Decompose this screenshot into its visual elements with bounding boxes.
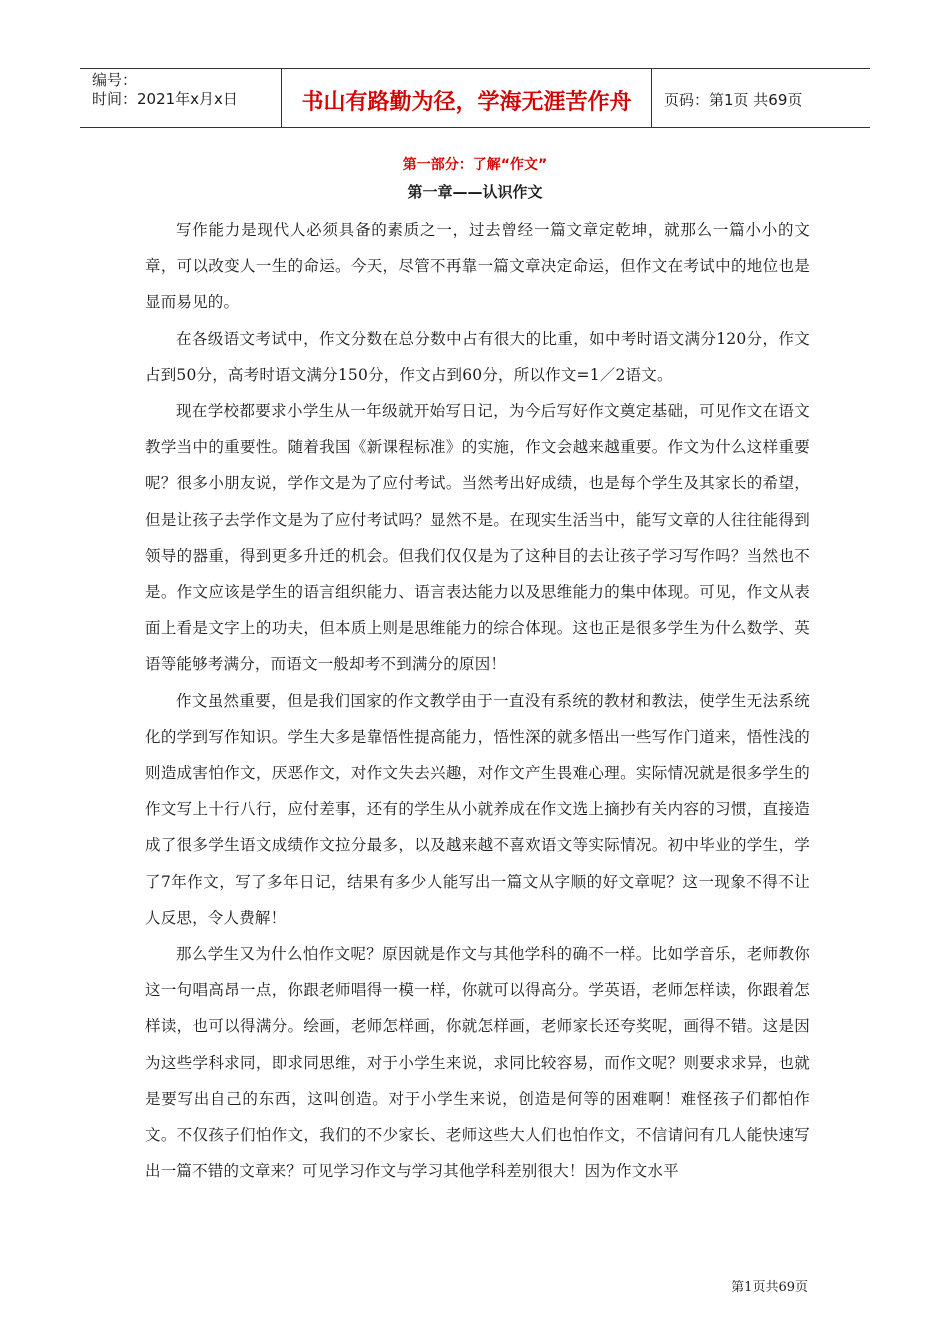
page-footer: 第1页共69页 (731, 1280, 808, 1295)
paragraph-2: 在各级语文考试中，作文分数在总分数中占有很大的比重，如中考时语文满分120分，作文占到50分，高考时语文满分150分，作文占到60分，所以作文=1／2语文。 (145, 329, 810, 384)
header-meta (80, 69, 282, 127)
header-page-info: 页码：第1页 共69页 (664, 90, 803, 109)
paragraph-1: 写作能力是现代人必须具备的素质之一，过去曾经一篇文章定乾坤，就那么一篇小小的文章，可以改变人一生的命运。今天，尽管不再靠一篇文章决定命运，但作文在考试中的地位也是显而易见的。 (145, 221, 810, 312)
paragraph-5: 那么学生又为什么怕作文呢？原因就是作文与其他学科的确不一样。比如学音乐，老师教你这一句唱高昂一点，你跟老师唱得一模一样，你就可以得高分。学英语，老师怎样读，你跟着怎样读，也可以得满分。绘画，老师怎样画，你就怎样画，老师家长还夸奖呢，画得不错。这是因为这些学科求同，即求同思维，对于小学生来说，求同比较容易，而作文呢？则要求求异，也就是要写出自己的东西，这叫创造。对于小学生来说，创造是何等的困难啊！难怪孩子们都怕作文。不仅孩子们怕作文，我们的不少家长、老师这些大人们也怕作文，不信请问有几人能快速写出一篇不错的文章来？可见学习作文与学习其他学科差别很大！因为作文水平 (145, 945, 810, 1181)
paragraph-4: 作文虽然重要，但是我们国家的作文教学由于一直没有系统的教材和教法，使学生无法系统化的学到写作知识。学生大多是靠悟性提高能力，悟性深的就多悟出一些写作门道来，悟性浅的则造成害怕作文，厌恶作文，对作文失去兴趣，对作文产生畏难心理。实际情况就是很多学生的作文写上十行八行，应付差事，还有的学生从小就养成在作文选上摘抄有关内容的习惯，直接造成了很多学生语文成绩作文拉分最多，以及越来越不喜欢语文等实际情况。初中毕业的学生，学了7年作文，写了多年日记，结果有多少人能写出一篇文从字顺的好文章呢？这一现象不得不让人反思，令人费解！ (145, 691, 810, 927)
chapter-title: 第一章——认识作文 (407, 183, 543, 201)
body-text (145, 212, 810, 1189)
time-label: 时间：2021年x月x日 (92, 90, 238, 108)
page-header (80, 68, 870, 128)
paragraph-3: 现在学校都要求小学生从一年级就开始写日记，为今后写好作文奠定基础，可见作文在语文教学当中的重要性。随着我国《新课程标准》的实施，作文会越来越重要。作文为什么这样重要呢？很多小朋友说，学作文是为了应付考试。当然考出好成绩，也是每个学生及其家长的希望，但是让孩子去学作文是为了应付考试吗？显然不是。在现实生活当中，能写文章的人往往能得到领导的器重，得到更多升迁的机会。但我们仅仅是为了这种目的去让孩子学习写作吗？当然也不是。作文应该是学生的语言组织能力、语言表达能力以及思维能力的集中体现。可见，作文从表面上看是文字上的功夫，但本质上则是思维能力的综合体现。这也正是很多学生为什么数学、英语等能够考满分，而语文一般却考不到满分的原因！ (145, 402, 810, 674)
code-label: 编号： (92, 71, 138, 89)
header-motto: 书山有路勤为径，学海无涯苦作舟 (282, 69, 652, 127)
part-title: 第一部分：了解“作文” (402, 157, 548, 173)
